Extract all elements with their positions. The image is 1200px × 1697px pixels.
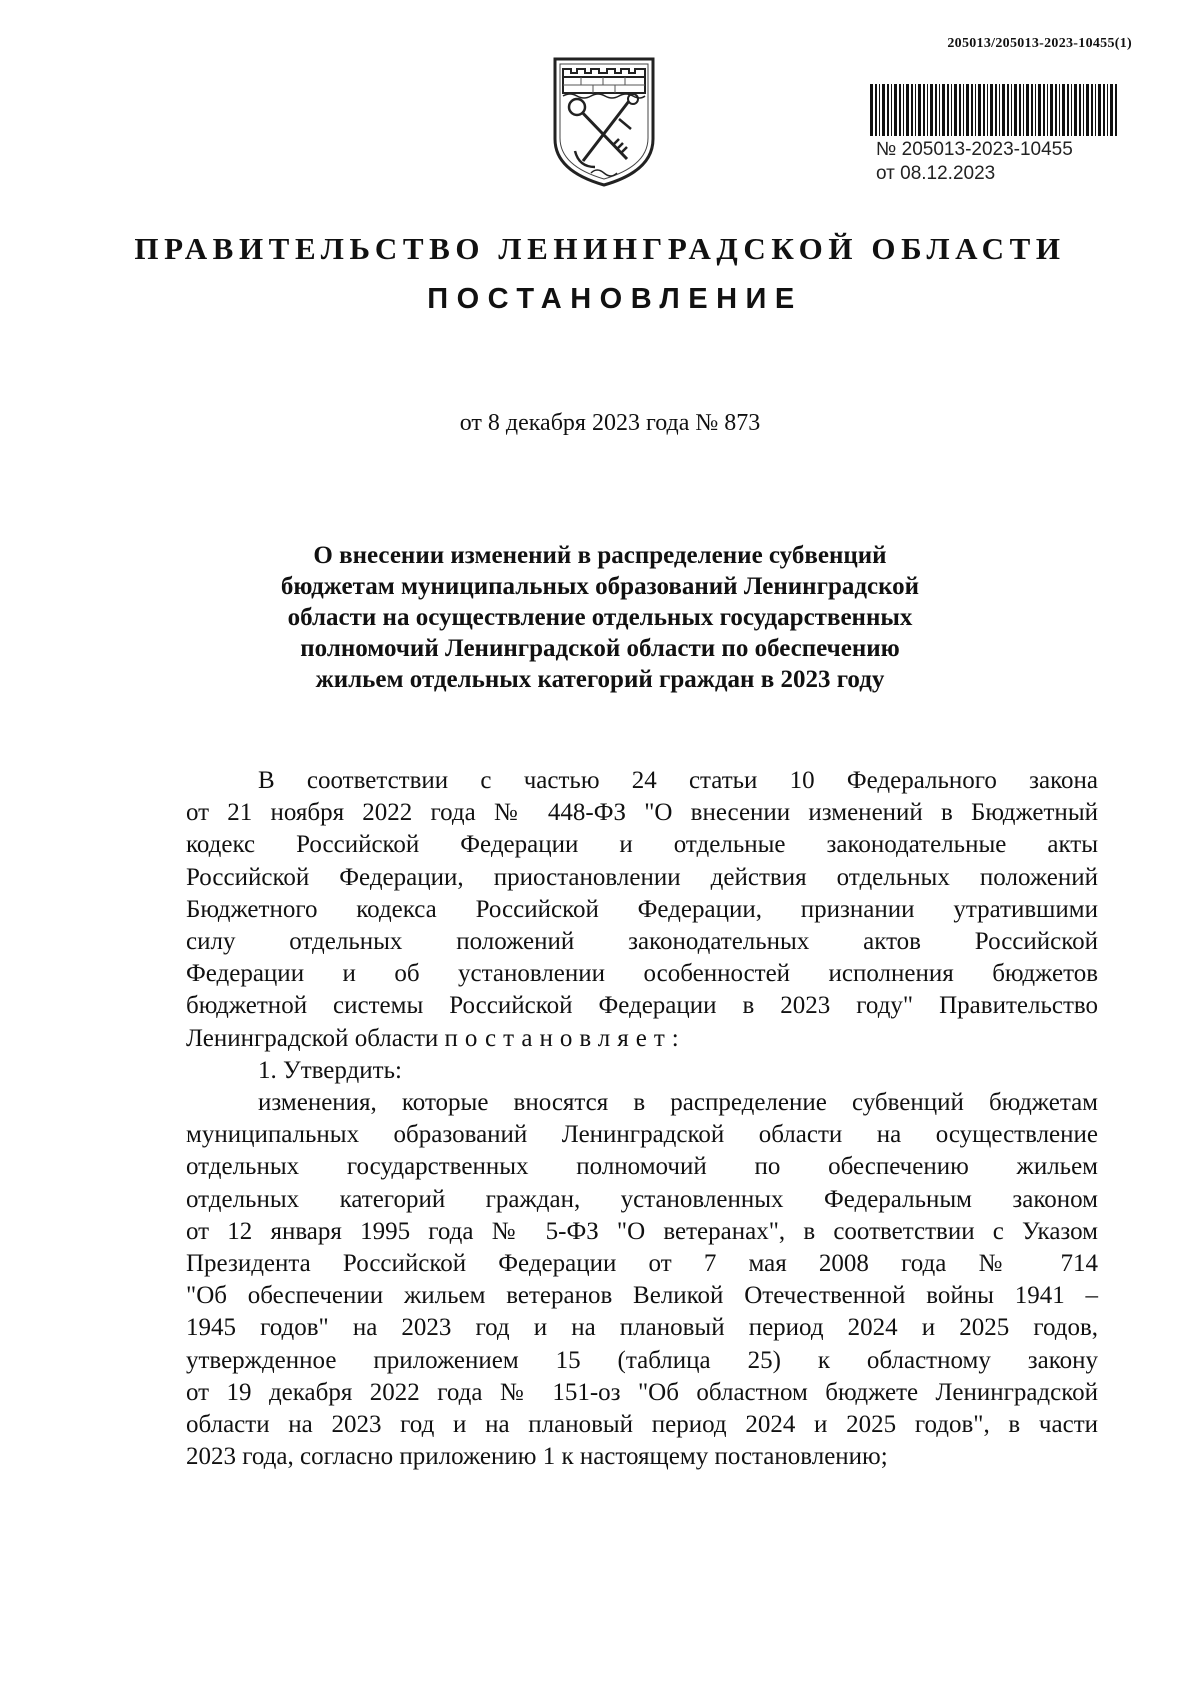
- government-title: ПРАВИТЕЛЬСТВО ЛЕНИНГРАДСКОЙ ОБЛАСТИ: [134, 231, 1066, 266]
- body-line: муниципальных образований Ленинградской области на осуществление: [186, 1121, 1098, 1149]
- barcode-bar: [1007, 84, 1009, 136]
- barcode-bar: [923, 84, 925, 136]
- barcode-bar: [894, 84, 897, 136]
- body-line: силу отдельных положений законодательных актов Российской: [186, 928, 1098, 956]
- barcode-bar: [903, 84, 904, 136]
- body-line: от 19 декабря 2022 года № 151-оз "Об областном бюджете Ленинградской: [186, 1378, 1098, 1406]
- subject-line: области на осуществление отдельных государственных: [287, 604, 913, 631]
- barcode-bar: [1055, 84, 1057, 136]
- registration-number: № 205013-2023-10455: [876, 139, 1073, 160]
- barcode-bar: [1059, 84, 1060, 136]
- barcode-bar: [882, 84, 885, 136]
- document-body: [186, 765, 1098, 1473]
- barcode-bar: [978, 84, 981, 136]
- barcode-bar: [870, 84, 873, 136]
- barcode-bar: [915, 84, 916, 136]
- barcode-bar: [1050, 84, 1053, 136]
- barcode-bar: [918, 84, 921, 136]
- barcode-bar: [875, 84, 877, 136]
- body-line: от 21 ноября 2022 года № 448-ФЗ "О внесении изменений в Бюджетный: [186, 799, 1098, 827]
- body-line: Президента Российской Федерации от 7 мая 2008 года № 714: [186, 1250, 1098, 1278]
- barcode-bar: [1002, 84, 1005, 136]
- barcode-bar: [906, 84, 909, 136]
- barcode-bar: [879, 84, 880, 136]
- barcode-bar: [1014, 84, 1017, 136]
- registration-block: [876, 138, 1073, 186]
- body-line: отдельных государственных полномочий по обеспечению жильем: [186, 1153, 1098, 1181]
- barcode-bar: [959, 84, 961, 136]
- barcode-bar: [990, 84, 993, 136]
- body-line: кодекс Российской Федерации и отдельные законодательные акты: [186, 831, 1098, 859]
- body-line: Российской Федерации, приостановлении действия отдельных положений: [186, 863, 1098, 891]
- document-date-number: от 8 декабря 2023 года № 873: [459, 410, 761, 436]
- body-line: 1945 годов" на 2023 год и на плановый период 2024 и 2025 годов,: [186, 1314, 1098, 1342]
- barcode-bar: [1103, 84, 1105, 136]
- body-line-prefix: Ленинградской области: [186, 1024, 445, 1052]
- barcode-bar: [1062, 84, 1065, 136]
- body-line: от 12 января 1995 года № 5-ФЗ "О ветеранах", в соответствии с Указом: [186, 1217, 1098, 1245]
- barcode-bar: [963, 84, 964, 136]
- barcode-bar: [975, 84, 976, 136]
- barcode-bar: [927, 84, 928, 136]
- barcode-bar: [1107, 84, 1108, 136]
- barcode-bar: [1079, 84, 1081, 136]
- body-line: Бюджетного кодекса Российской Федерации, признании утратившими: [186, 895, 1098, 923]
- barcode-icon: [868, 84, 1120, 136]
- barcode-bar: [954, 84, 957, 136]
- barcode-bar: [987, 84, 988, 136]
- registration-date: от 08.12.2023: [876, 163, 996, 184]
- barcode-bar: [1011, 84, 1012, 136]
- document-subject: [230, 540, 970, 695]
- barcode-bar: [942, 84, 945, 136]
- barcode-bar: [983, 84, 985, 136]
- barcode-bar: [935, 84, 937, 136]
- body-line: "Об обеспечении жильем ветеранов Великой Отечественной войны 1941 –: [186, 1282, 1098, 1310]
- barcode-bar: [1038, 84, 1041, 136]
- barcode-bar: [1086, 84, 1089, 136]
- resolves-word: постановляет:: [444, 1024, 686, 1052]
- barcode-bar: [971, 84, 973, 136]
- barcode-bar: [1031, 84, 1033, 136]
- document-type: ПОСТАНОВЛЕНИЕ: [427, 283, 803, 315]
- barcode-bar: [930, 84, 933, 136]
- barcode-bar: [1098, 84, 1101, 136]
- barcode-bar: [951, 84, 952, 136]
- body-line: бюджетной системы Российской Федерации в 2023 году" Правительство: [186, 992, 1098, 1020]
- body-line: изменения, которые вносятся в распределение субвенций бюджетам: [258, 1089, 1098, 1117]
- barcode-bar: [947, 84, 949, 136]
- barcode-bar: [1095, 84, 1096, 136]
- barcode-bar: [1043, 84, 1045, 136]
- subject-line: О внесении изменений в распределение субвенций: [313, 542, 887, 569]
- item-1-heading: 1. Утвердить:: [258, 1056, 402, 1084]
- barcode-bar: [1083, 84, 1084, 136]
- barcode-bar: [1071, 84, 1072, 136]
- barcode-bar: [899, 84, 901, 136]
- subject-line: жильем отдельных категорий граждан в 2023 году: [315, 666, 885, 693]
- barcode-bar: [1067, 84, 1069, 136]
- body-line: В соответствии с частью 24 статьи 10 Федерального закона: [258, 767, 1098, 794]
- barcode-bar: [1091, 84, 1093, 136]
- body-line: отдельных категорий граждан, установленных Федеральным законом: [186, 1185, 1098, 1213]
- barcode-bar: [891, 84, 892, 136]
- barcode-bar: [1115, 84, 1117, 136]
- body-line: области на 2023 год и на плановый период 2024 и 2025 годов", в части: [186, 1411, 1098, 1439]
- barcode-bar: [999, 84, 1000, 136]
- barcode-bar: [1023, 84, 1024, 136]
- body-line: Федерации и об установлении особенностей исполнения бюджетов: [186, 960, 1098, 988]
- subject-line: полномочий Ленинградской области по обеспечению: [300, 635, 900, 662]
- barcode-bar: [939, 84, 940, 136]
- registration-id-top: 205013/205013-2023-10455(1): [947, 36, 1132, 51]
- coat-of-arms-icon: [551, 55, 657, 189]
- barcode-bar: [1110, 84, 1113, 136]
- barcode-bar: [995, 84, 997, 136]
- subject-line: бюджетам муниципальных образований Ленинградской: [280, 573, 920, 600]
- body-line-resolves: [186, 1023, 1098, 1055]
- barcode-bar: [887, 84, 889, 136]
- barcode-bar: [1019, 84, 1021, 136]
- body-line: 2023 года, согласно приложению 1 к настоящему постановлению;: [186, 1443, 888, 1471]
- body-line: утвержденное приложением 15 (таблица 25) к областному закону: [186, 1346, 1098, 1374]
- barcode-bar: [1035, 84, 1036, 136]
- barcode-bar: [966, 84, 969, 136]
- barcode-bar: [911, 84, 913, 136]
- barcode-bar: [1074, 84, 1077, 136]
- barcode-bar: [1026, 84, 1029, 136]
- barcode-bar: [1047, 84, 1048, 136]
